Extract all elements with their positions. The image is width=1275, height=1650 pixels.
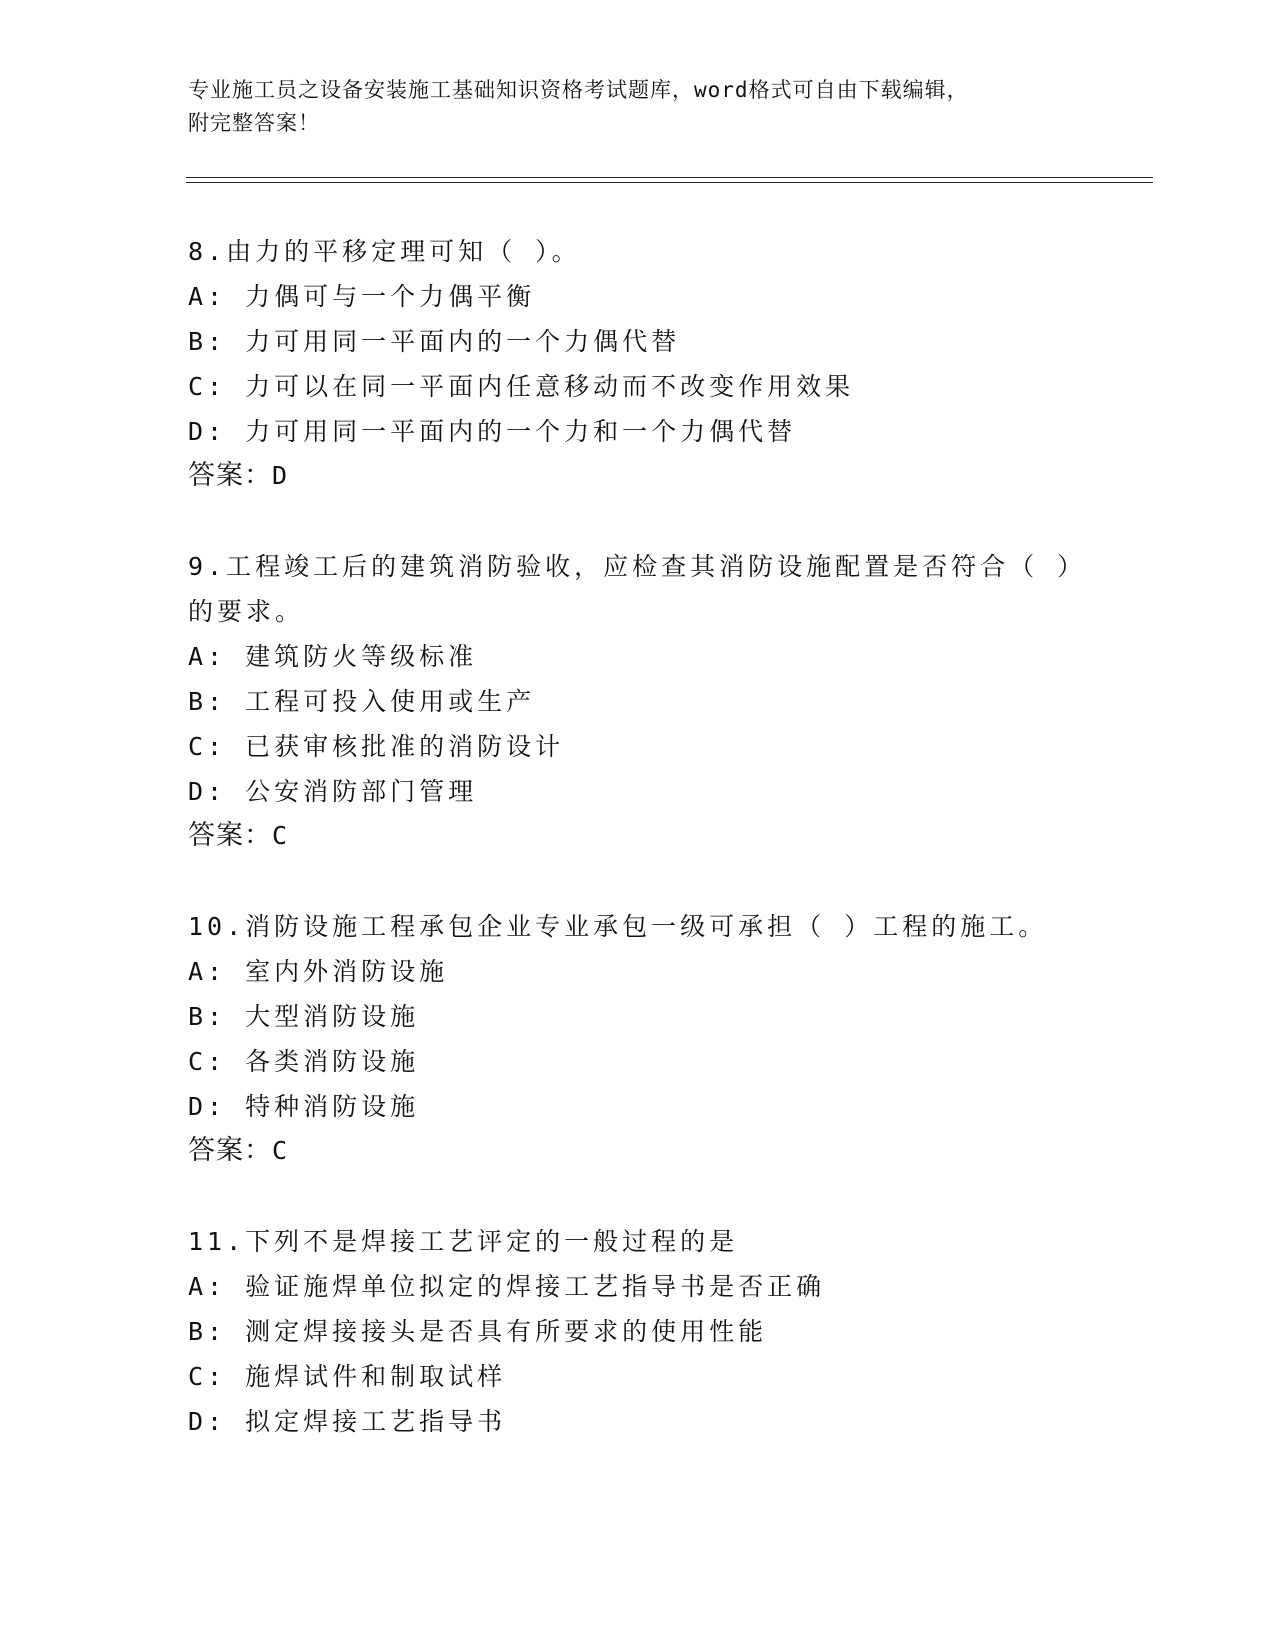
question-11-option-a: A: 验证施焊单位拟定的焊接工艺指导书是否正确 xyxy=(188,1272,826,1301)
answer-label: 答案： xyxy=(188,1135,272,1166)
answer-label: 答案： xyxy=(188,820,272,851)
answer-label: 答案： xyxy=(188,460,272,491)
question-9-answer xyxy=(188,819,288,853)
question-8-option-b: B: 力可用同一平面内的一个力偶代替 xyxy=(188,327,681,356)
answer-value: C xyxy=(272,1136,289,1165)
answer-value: D xyxy=(272,461,289,490)
header-line-1: 专业施工员之设备安装施工基础知识资格考试题库，word格式可自由下载编辑， xyxy=(188,78,969,102)
question-10-option-d: D: 特种消防设施 xyxy=(188,1092,420,1121)
header-divider-top xyxy=(186,177,1153,178)
question-8-option-a: A: 力偶可与一个力偶平衡 xyxy=(188,282,536,311)
header-line-2: 附完整答案！ xyxy=(188,111,320,135)
header-divider-bottom xyxy=(186,182,1153,183)
question-8-answer xyxy=(188,459,288,493)
question-9-option-c: C: 已获审核批准的消防设计 xyxy=(188,732,565,761)
question-11-option-c: C: 施焊试件和制取试样 xyxy=(188,1362,507,1391)
question-9-option-b: B: 工程可投入使用或生产 xyxy=(188,687,536,716)
question-9-option-a: A: 建筑防火等级标准 xyxy=(188,642,478,671)
question-9-option-d: D: 公安消防部门管理 xyxy=(188,777,478,806)
question-11-option-b: B: 测定焊接接头是否具有所要求的使用性能 xyxy=(188,1317,768,1346)
document-header xyxy=(188,74,1088,140)
question-10-option-a: A: 室内外消防设施 xyxy=(188,957,449,986)
question-8-stem: 8.由力的平移定理可知（ ）。 xyxy=(188,237,581,266)
question-8-option-d: D: 力可用同一平面内的一个力和一个力偶代替 xyxy=(188,417,797,446)
question-11-option-d: D: 拟定焊接工艺指导书 xyxy=(188,1407,507,1436)
question-9-stem: 9.工程竣工后的建筑消防验收，应检查其消防设施配置是否符合（ ） xyxy=(188,552,1087,581)
question-10-answer xyxy=(188,1134,288,1168)
question-8-option-c: C: 力可以在同一平面内任意移动而不改变作用效果 xyxy=(188,372,855,401)
question-10-stem: 10.消防设施工程承包企业专业承包一级可承担（ ）工程的施工。 xyxy=(188,912,1048,941)
question-9-stem-continued: 的要求。 xyxy=(188,597,305,626)
question-10-option-b: B: 大型消防设施 xyxy=(188,1002,420,1031)
answer-value: C xyxy=(272,821,289,850)
question-11-stem: 11.下列不是焊接工艺评定的一般过程的是 xyxy=(188,1227,739,1256)
question-10-option-c: C: 各类消防设施 xyxy=(188,1047,420,1076)
